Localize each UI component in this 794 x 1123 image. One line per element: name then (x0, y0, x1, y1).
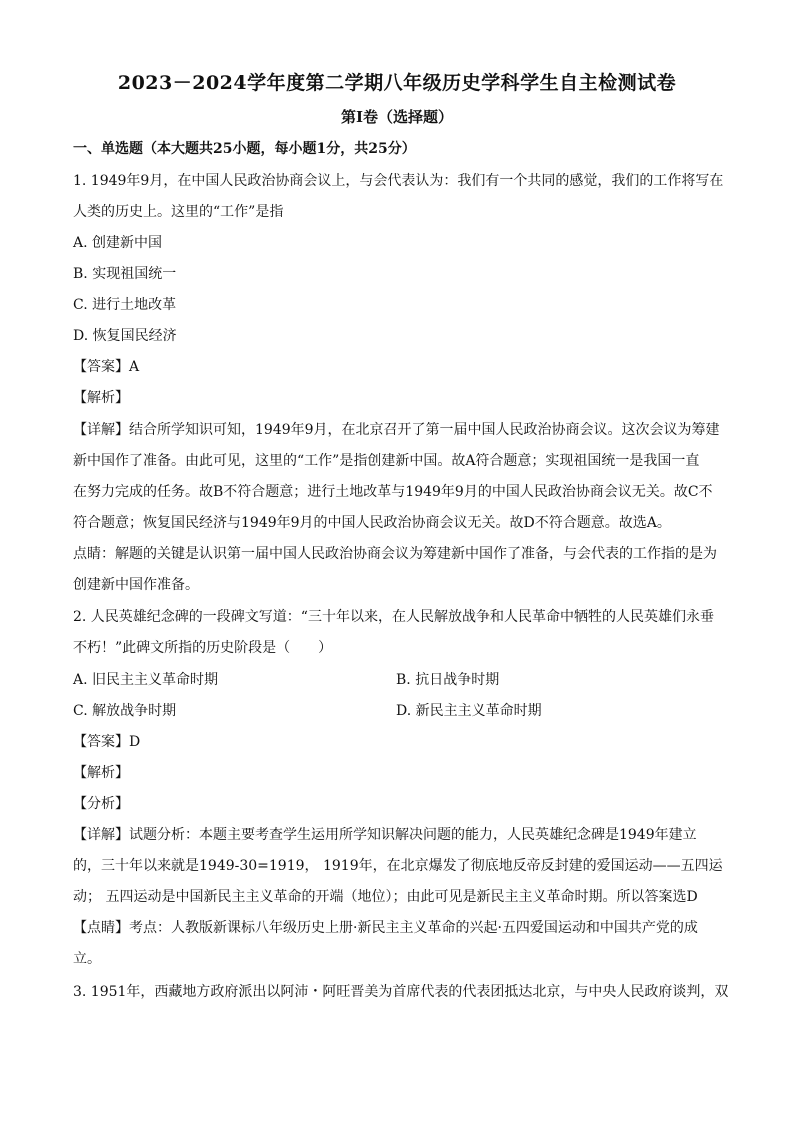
q1-stem-line-2: 人类的历史上。这里的“工作”是指 (73, 204, 284, 220)
q1-option-b: B. 实现祖国统一 (73, 266, 177, 282)
q1-option-a: A. 创建新中国 (73, 235, 163, 251)
q1-answer: 【答案】A (73, 359, 140, 375)
q2-tip-line-2: 立。 (73, 951, 101, 967)
q1-tip-line-2: 创建新中国作准备。 (73, 577, 199, 593)
q3-stem-line-1: 3. 1951年，西藏地方政府派出以阿沛・阿旺晋美为首席代表的代表团抵达北京，与中央人民政府谈判，双 (73, 984, 729, 1000)
q1-stem-line-1: 1. 1949年9月，在中国人民政治协商会议上，与会代表认为：我们有一个共同的感觉，我们的工作将写在 (73, 173, 724, 189)
q2-option-d: D. 新民主主义革命时期 (396, 703, 542, 719)
q2-fenxi-label: 【分析】 (73, 796, 129, 812)
q2-answer: 【答案】D (73, 734, 141, 750)
q1-option-d: D. 恢复国民经济 (73, 328, 177, 344)
q1-detail-line-3: 在努力完成的任务。故B不符合题意；进行土地改革与1949年9月的中国人民政治协商会议无关。故C不 (73, 484, 713, 500)
section-heading: 一、单选题（本大题共25小题，每小题1分，共25分） (73, 141, 416, 157)
q1-option-c: C. 进行土地改革 (73, 297, 177, 313)
q2-detail-line-2: 的，三十年以来就是1949-30=1919， 1919年，在北京爆发了彻底地反帝反封建的爱国运动——五四运 (73, 858, 723, 874)
exam-title: 2023－2024学年度第二学期八年级历史学科学生自主检测试卷 (117, 72, 677, 94)
q1-tip-line-1: 点睛：解题的关键是认识第一届中国人民政治协商会议为筹建新中国作了准备，与会代表的工作指的是为 (73, 546, 717, 562)
q2-stem-line-2: 不朽！”此碑文所指的历史阶段是（ ） (73, 640, 333, 656)
q1-detail-line-1: 【详解】结合所学知识可知，1949年9月，在北京召开了第一届中国人民政治协商会议。这次会议为筹建 (73, 422, 720, 438)
q2-analysis-label: 【解析】 (73, 765, 129, 781)
q1-detail-line-2: 新中国作了准备。由此可见，这里的“工作”是指创建新中国。故A符合题意；实现祖国统一是我国一直 (73, 453, 700, 469)
q2-stem-line-1: 2. 人民英雄纪念碑的一段碑文写道：“三十年以来，在人民解放战争和人民革命中牺牲的人民英雄们永垂 (73, 609, 714, 625)
q1-detail-line-4: 符合题意；恢复国民经济与1949年9月的中国人民政治协商会议无关。故D不符合题意。故选A。 (73, 515, 671, 531)
q1-analysis-label: 【解析】 (73, 390, 129, 406)
q2-detail-line-1: 【详解】试题分析：本题主要考查学生运用所学知识解决问题的能力，人民英雄纪念碑是1949年建立 (73, 827, 697, 843)
exam-subtitle: 第Ⅰ卷（选择题） (340, 108, 454, 126)
q2-detail-line-3: 动； 五四运动是中国新民主主义革命的开端（地位）；由此可见是新民主主义革命时期。所以答案选D (73, 889, 698, 905)
q2-option-c: C. 解放战争时期 (73, 703, 177, 719)
q2-option-b: B. 抗日战争时期 (396, 672, 500, 688)
q2-tip-line-1: 【点睛】考点：人教版新课标八年级历史上册·新民主主义革命的兴起·五四爱国运动和中国共产党的成 (73, 920, 698, 936)
q2-option-a: A. 旧民主主义革命时期 (73, 672, 219, 688)
